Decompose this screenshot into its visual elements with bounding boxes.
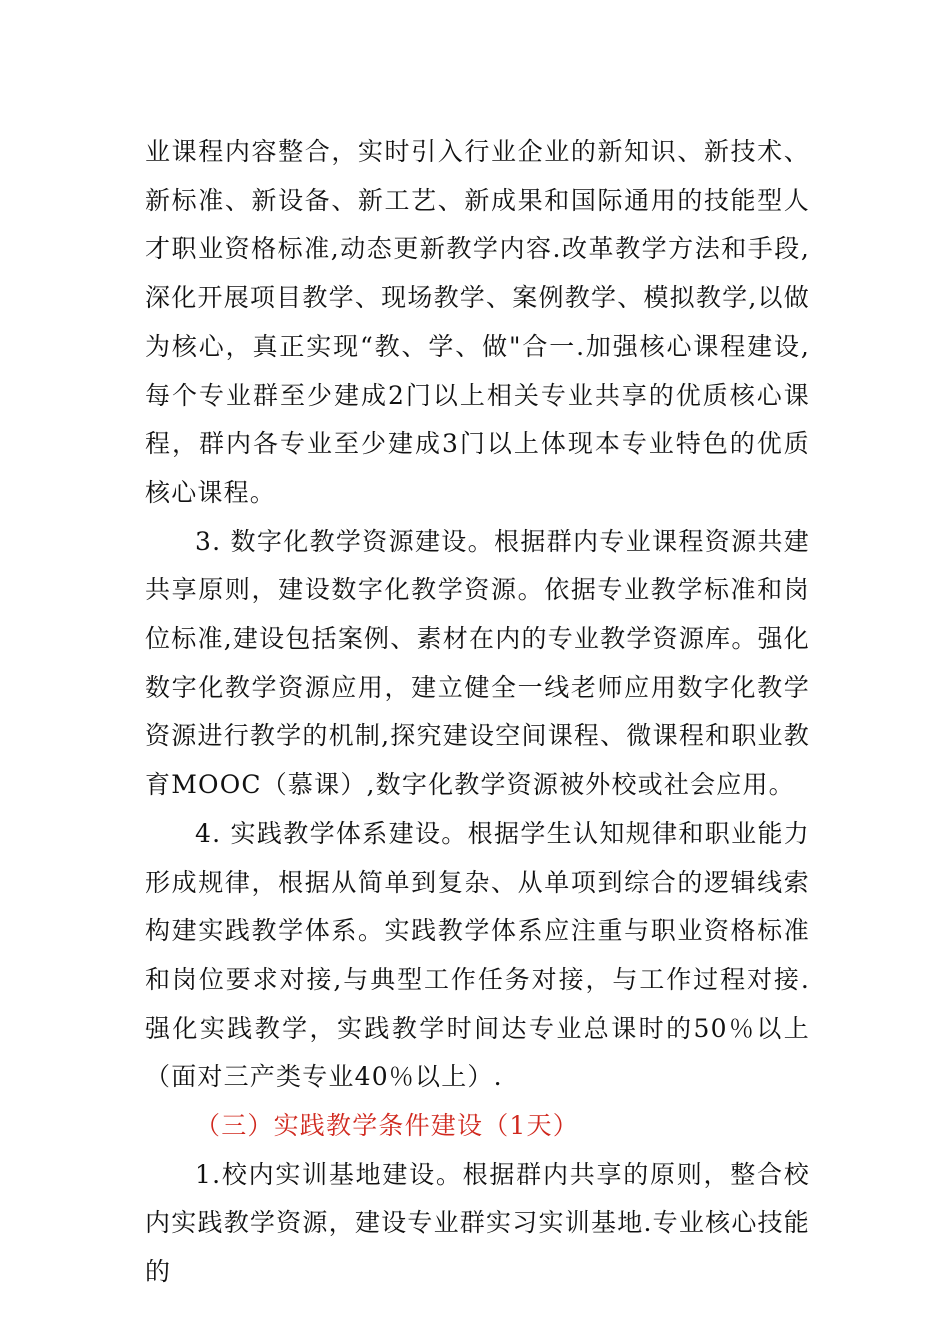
paragraph-digital-resources: 3. 数字化教学资源建设。根据群内专业课程资源共建共享原则，建设数字化教学资源。依据专业教学标准和岗位标准,建设包括案例、素材在内的专业教学资源库。强化数字化教学资源应用，建立健全一线老师应用数字化教学资源进行教学的机制,探究建设空间课程、微课程和职业教育MOOC（慕课）,数字化教学资源被外校或社会应用。 bbox=[145, 526, 810, 800]
section-heading-practice-conditions: （三）实践教学条件建设（1天） bbox=[195, 1111, 579, 1141]
paragraph-training-base: 1.校内实训基地建设。根据群内共享的原则，整合校内实践教学资源，建设专业群实习实训基地.专业核心技能的 bbox=[145, 1159, 810, 1287]
document-body bbox=[145, 128, 810, 1297]
paragraph-curriculum-integration: 业课程内容整合，实时引入行业企业的新知识、新技术、新标准、新设备、新工艺、新成果和国际通用的技能型人才职业资格标准,动态更新教学内容.改革教学方法和手段,深化开展项目教学、现场教学、案例教学、模拟教学,以做为核心，真正实现“教、学、做"合一.加强核心课程建设,每个专业群至少建成2门以上相关专业共享的优质核心课程，群内各专业至少建成3门以上体现本专业特色的优质核心课程。 bbox=[145, 137, 810, 507]
paragraph-practice-system: 4. 实践教学体系建设。根据学生认知规律和职业能力形成规律，根据从简单到复杂、从单项到综合的逻辑线索构建实践教学体系。实践教学体系应注重与职业资格标准和岗位要求对接,与典型工作任务对接，与工作过程对接.强化实践教学，实践教学时间达专业总课时的50％以上（面对三产类专业40％以上）. bbox=[145, 818, 810, 1092]
